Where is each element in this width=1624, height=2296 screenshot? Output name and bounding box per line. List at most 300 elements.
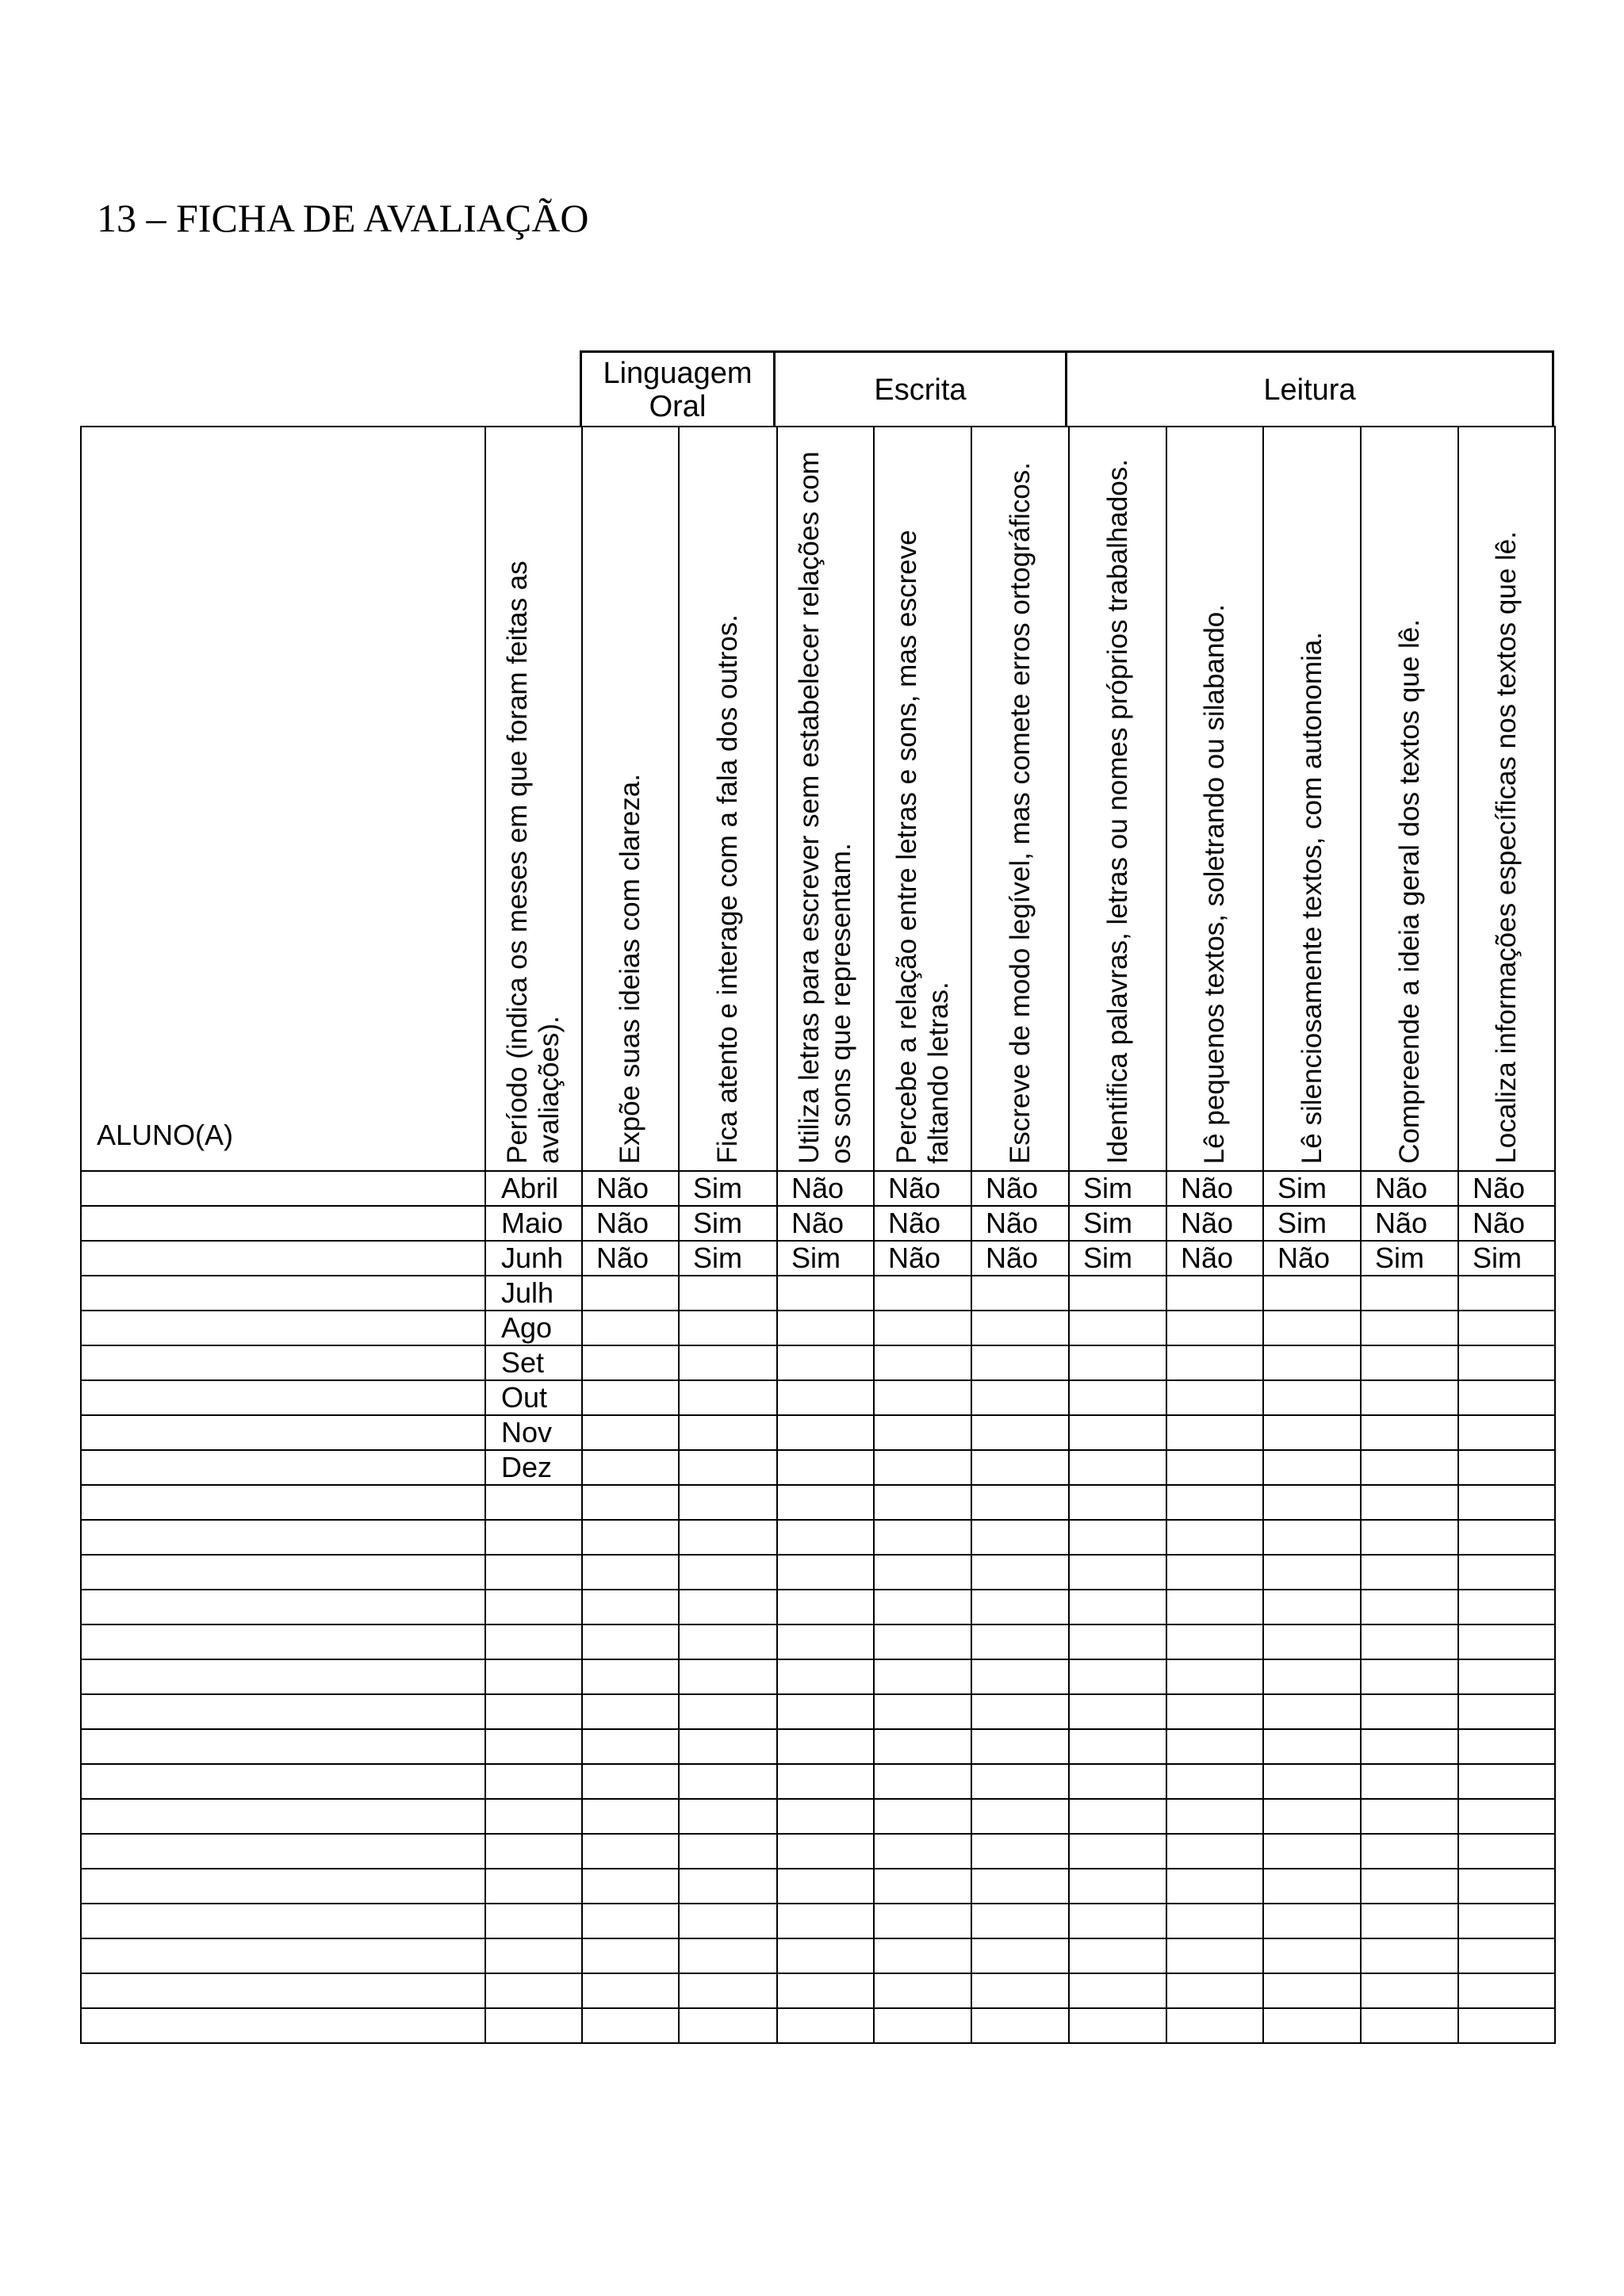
criterion-2-cell[interactable] — [679, 1973, 777, 2008]
criterion-1-cell[interactable] — [582, 1834, 679, 1869]
criterion-8-cell[interactable] — [1263, 1938, 1361, 1973]
criterion-1-cell[interactable] — [582, 1590, 679, 1624]
criterion-1-cell[interactable] — [582, 1869, 679, 1904]
criterion-4-cell[interactable]: Não — [874, 1241, 971, 1276]
criterion-2-cell[interactable] — [679, 1694, 777, 1729]
criterion-5-cell[interactable]: Não — [971, 1241, 1069, 1276]
criterion-3-cell[interactable]: Não — [777, 1171, 874, 1206]
criterion-1-cell[interactable] — [582, 1659, 679, 1694]
criterion-7-cell[interactable] — [1166, 1276, 1263, 1311]
criterion-4-cell[interactable] — [874, 1834, 971, 1869]
criterion-7-cell[interactable] — [1166, 1834, 1263, 1869]
criterion-5-cell[interactable] — [971, 2008, 1069, 2043]
criterion-10-cell[interactable] — [1458, 1276, 1555, 1311]
criterion-9-cell[interactable] — [1361, 1276, 1458, 1311]
criterion-5-cell[interactable] — [971, 1555, 1069, 1590]
criterion-1-cell[interactable]: Não — [582, 1206, 679, 1241]
criterion-10-cell[interactable]: Não — [1458, 1171, 1555, 1206]
criterion-1-cell[interactable] — [582, 1415, 679, 1450]
criterion-4-cell[interactable] — [874, 1555, 971, 1590]
criterion-6-cell[interactable] — [1069, 1834, 1166, 1869]
criterion-3-cell[interactable] — [777, 1659, 874, 1694]
month-cell[interactable] — [485, 1659, 582, 1694]
criterion-6-cell[interactable] — [1069, 1694, 1166, 1729]
criterion-5-cell[interactable] — [971, 1485, 1069, 1520]
criterion-2-cell[interactable] — [679, 1520, 777, 1555]
criterion-1-cell[interactable] — [582, 1555, 679, 1590]
criterion-8-cell[interactable] — [1263, 2008, 1361, 2043]
criterion-3-cell[interactable] — [777, 1869, 874, 1904]
criterion-7-cell[interactable] — [1166, 1799, 1263, 1834]
criterion-3-cell[interactable] — [777, 1485, 874, 1520]
month-cell[interactable]: Dez — [485, 1450, 582, 1485]
criterion-5-cell[interactable] — [971, 1450, 1069, 1485]
criterion-2-cell[interactable] — [679, 1624, 777, 1659]
criterion-6-cell[interactable] — [1069, 1450, 1166, 1485]
aluno-cell[interactable] — [81, 1485, 485, 1520]
criterion-3-cell[interactable]: Não — [777, 1206, 874, 1241]
criterion-2-cell[interactable] — [679, 1659, 777, 1694]
criterion-1-cell[interactable] — [582, 1276, 679, 1311]
criterion-4-cell[interactable] — [874, 1345, 971, 1380]
criterion-5-cell[interactable] — [971, 1345, 1069, 1380]
criterion-5-cell[interactable] — [971, 1520, 1069, 1555]
criterion-3-cell[interactable] — [777, 1764, 874, 1799]
criterion-9-cell[interactable] — [1361, 1869, 1458, 1904]
criterion-4-cell[interactable] — [874, 2008, 971, 2043]
criterion-2-cell[interactable] — [679, 1938, 777, 1973]
criterion-10-cell[interactable] — [1458, 1345, 1555, 1380]
criterion-8-cell[interactable] — [1263, 1973, 1361, 2008]
criterion-5-cell[interactable] — [971, 1729, 1069, 1764]
criterion-2-cell[interactable] — [679, 1799, 777, 1834]
criterion-1-cell[interactable] — [582, 1624, 679, 1659]
criterion-9-cell[interactable] — [1361, 1555, 1458, 1590]
criterion-4-cell[interactable] — [874, 1904, 971, 1938]
aluno-cell[interactable] — [81, 1171, 485, 1206]
criterion-2-cell[interactable] — [679, 1450, 777, 1485]
criterion-2-cell[interactable]: Sim — [679, 1171, 777, 1206]
criterion-5-cell[interactable] — [971, 1904, 1069, 1938]
criterion-6-cell[interactable] — [1069, 1659, 1166, 1694]
criterion-4-cell[interactable] — [874, 1694, 971, 1729]
criterion-10-cell[interactable] — [1458, 1485, 1555, 1520]
criterion-5-cell[interactable]: Não — [971, 1206, 1069, 1241]
month-cell[interactable]: Abril — [485, 1171, 582, 1206]
criterion-10-cell[interactable]: Sim — [1458, 1241, 1555, 1276]
criterion-10-cell[interactable] — [1458, 1555, 1555, 1590]
month-cell[interactable]: Ago — [485, 1311, 582, 1345]
criterion-2-cell[interactable]: Sim — [679, 1206, 777, 1241]
aluno-cell[interactable] — [81, 1834, 485, 1869]
month-cell[interactable]: Out — [485, 1380, 582, 1415]
criterion-6-cell[interactable]: Sim — [1069, 1171, 1166, 1206]
month-cell[interactable] — [485, 1590, 582, 1624]
criterion-1-cell[interactable] — [582, 1973, 679, 2008]
criterion-3-cell[interactable] — [777, 1834, 874, 1869]
criterion-4-cell[interactable] — [874, 1764, 971, 1799]
criterion-7-cell[interactable] — [1166, 2008, 1263, 2043]
criterion-6-cell[interactable]: Sim — [1069, 1241, 1166, 1276]
criterion-6-cell[interactable] — [1069, 1276, 1166, 1311]
month-cell[interactable] — [485, 1694, 582, 1729]
criterion-1-cell[interactable] — [582, 1938, 679, 1973]
criterion-10-cell[interactable] — [1458, 1834, 1555, 1869]
criterion-7-cell[interactable] — [1166, 1764, 1263, 1799]
criterion-3-cell[interactable] — [777, 1555, 874, 1590]
criterion-2-cell[interactable] — [679, 1311, 777, 1345]
criterion-5-cell[interactable] — [971, 1764, 1069, 1799]
criterion-2-cell[interactable] — [679, 1485, 777, 1520]
criterion-6-cell[interactable] — [1069, 1380, 1166, 1415]
criterion-9-cell[interactable]: Não — [1361, 1206, 1458, 1241]
criterion-10-cell[interactable] — [1458, 2008, 1555, 2043]
criterion-10-cell[interactable] — [1458, 1450, 1555, 1485]
criterion-5-cell[interactable] — [971, 1938, 1069, 1973]
criterion-3-cell[interactable] — [777, 1380, 874, 1415]
criterion-7-cell[interactable] — [1166, 1590, 1263, 1624]
criterion-4-cell[interactable] — [874, 1799, 971, 1834]
criterion-2-cell[interactable] — [679, 1380, 777, 1415]
month-cell[interactable]: Junh — [485, 1241, 582, 1276]
criterion-3-cell[interactable] — [777, 1345, 874, 1380]
criterion-6-cell[interactable] — [1069, 1590, 1166, 1624]
criterion-1-cell[interactable] — [582, 2008, 679, 2043]
criterion-9-cell[interactable] — [1361, 1415, 1458, 1450]
criterion-9-cell[interactable] — [1361, 1590, 1458, 1624]
criterion-7-cell[interactable]: Não — [1166, 1206, 1263, 1241]
criterion-5-cell[interactable] — [971, 1624, 1069, 1659]
criterion-8-cell[interactable] — [1263, 1555, 1361, 1590]
criterion-10-cell[interactable] — [1458, 1904, 1555, 1938]
criterion-3-cell[interactable] — [777, 1729, 874, 1764]
criterion-6-cell[interactable] — [1069, 1799, 1166, 1834]
criterion-9-cell[interactable] — [1361, 1450, 1458, 1485]
criterion-8-cell[interactable] — [1263, 1450, 1361, 1485]
criterion-8-cell[interactable] — [1263, 1659, 1361, 1694]
criterion-10-cell[interactable] — [1458, 1938, 1555, 1973]
criterion-5-cell[interactable] — [971, 1973, 1069, 2008]
criterion-6-cell[interactable] — [1069, 1938, 1166, 1973]
criterion-4-cell[interactable] — [874, 1311, 971, 1345]
criterion-6-cell[interactable] — [1069, 1311, 1166, 1345]
aluno-cell[interactable] — [81, 1555, 485, 1590]
aluno-cell[interactable] — [81, 1311, 485, 1345]
criterion-5-cell[interactable] — [971, 1869, 1069, 1904]
criterion-10-cell[interactable] — [1458, 1415, 1555, 1450]
criterion-1-cell[interactable] — [582, 1764, 679, 1799]
criterion-8-cell[interactable] — [1263, 1415, 1361, 1450]
month-cell[interactable] — [485, 1555, 582, 1590]
criterion-6-cell[interactable] — [1069, 1415, 1166, 1450]
criterion-7-cell[interactable] — [1166, 1869, 1263, 1904]
month-cell[interactable] — [485, 1869, 582, 1904]
criterion-9-cell[interactable] — [1361, 1311, 1458, 1345]
criterion-9-cell[interactable] — [1361, 1659, 1458, 1694]
criterion-4-cell[interactable] — [874, 1869, 971, 1904]
criterion-7-cell[interactable] — [1166, 1345, 1263, 1380]
criterion-4-cell[interactable] — [874, 1590, 971, 1624]
criterion-10-cell[interactable] — [1458, 1694, 1555, 1729]
criterion-6-cell[interactable]: Sim — [1069, 1206, 1166, 1241]
criterion-7-cell[interactable]: Não — [1166, 1241, 1263, 1276]
month-cell[interactable] — [485, 1729, 582, 1764]
criterion-1-cell[interactable]: Não — [582, 1241, 679, 1276]
criterion-8-cell[interactable] — [1263, 1380, 1361, 1415]
criterion-8-cell[interactable] — [1263, 1764, 1361, 1799]
criterion-8-cell[interactable] — [1263, 1869, 1361, 1904]
aluno-cell[interactable] — [81, 1624, 485, 1659]
month-cell[interactable] — [485, 2008, 582, 2043]
criterion-1-cell[interactable]: Não — [582, 1171, 679, 1206]
criterion-3-cell[interactable] — [777, 1415, 874, 1450]
month-cell[interactable] — [485, 1520, 582, 1555]
criterion-8-cell[interactable]: Não — [1263, 1241, 1361, 1276]
aluno-cell[interactable] — [81, 1764, 485, 1799]
criterion-3-cell[interactable] — [777, 1938, 874, 1973]
criterion-2-cell[interactable] — [679, 1590, 777, 1624]
criterion-9-cell[interactable] — [1361, 2008, 1458, 2043]
criterion-9-cell[interactable]: Não — [1361, 1171, 1458, 1206]
criterion-2-cell[interactable] — [679, 1415, 777, 1450]
criterion-9-cell[interactable] — [1361, 1694, 1458, 1729]
criterion-9-cell[interactable] — [1361, 1624, 1458, 1659]
criterion-7-cell[interactable] — [1166, 1904, 1263, 1938]
criterion-9-cell[interactable] — [1361, 1380, 1458, 1415]
criterion-6-cell[interactable] — [1069, 1345, 1166, 1380]
criterion-1-cell[interactable] — [582, 1799, 679, 1834]
criterion-7-cell[interactable] — [1166, 1311, 1263, 1345]
criterion-4-cell[interactable] — [874, 1415, 971, 1450]
aluno-cell[interactable] — [81, 1241, 485, 1276]
aluno-cell[interactable] — [81, 1694, 485, 1729]
criterion-9-cell[interactable]: Sim — [1361, 1241, 1458, 1276]
criterion-1-cell[interactable] — [582, 1485, 679, 1520]
aluno-cell[interactable] — [81, 1450, 485, 1485]
criterion-10-cell[interactable] — [1458, 1380, 1555, 1415]
criterion-7-cell[interactable]: Não — [1166, 1171, 1263, 1206]
criterion-1-cell[interactable] — [582, 1450, 679, 1485]
criterion-9-cell[interactable] — [1361, 1485, 1458, 1520]
criterion-4-cell[interactable] — [874, 1380, 971, 1415]
criterion-10-cell[interactable] — [1458, 1764, 1555, 1799]
criterion-9-cell[interactable] — [1361, 1973, 1458, 2008]
criterion-10-cell[interactable] — [1458, 1520, 1555, 1555]
criterion-3-cell[interactable] — [777, 1904, 874, 1938]
criterion-10-cell[interactable]: Não — [1458, 1206, 1555, 1241]
criterion-9-cell[interactable] — [1361, 1764, 1458, 1799]
criterion-2-cell[interactable] — [679, 1276, 777, 1311]
aluno-cell[interactable] — [81, 1206, 485, 1241]
aluno-cell[interactable] — [81, 1938, 485, 1973]
criterion-3-cell[interactable] — [777, 2008, 874, 2043]
criterion-8-cell[interactable] — [1263, 1799, 1361, 1834]
criterion-6-cell[interactable] — [1069, 1764, 1166, 1799]
criterion-10-cell[interactable] — [1458, 1973, 1555, 2008]
criterion-5-cell[interactable] — [971, 1834, 1069, 1869]
aluno-cell[interactable] — [81, 1520, 485, 1555]
aluno-cell[interactable] — [81, 1415, 485, 1450]
criterion-8-cell[interactable] — [1263, 1729, 1361, 1764]
month-cell[interactable]: Nov — [485, 1415, 582, 1450]
criterion-6-cell[interactable] — [1069, 2008, 1166, 2043]
criterion-10-cell[interactable] — [1458, 1799, 1555, 1834]
criterion-4-cell[interactable] — [874, 1659, 971, 1694]
criterion-6-cell[interactable] — [1069, 1485, 1166, 1520]
month-cell[interactable] — [485, 1624, 582, 1659]
criterion-8-cell[interactable] — [1263, 1311, 1361, 1345]
month-cell[interactable] — [485, 1799, 582, 1834]
month-cell[interactable]: Julh — [485, 1276, 582, 1311]
criterion-5-cell[interactable] — [971, 1415, 1069, 1450]
aluno-cell[interactable] — [81, 1729, 485, 1764]
criterion-10-cell[interactable] — [1458, 1311, 1555, 1345]
criterion-7-cell[interactable] — [1166, 1555, 1263, 1590]
criterion-8-cell[interactable] — [1263, 1276, 1361, 1311]
month-cell[interactable] — [485, 1904, 582, 1938]
criterion-1-cell[interactable] — [582, 1520, 679, 1555]
criterion-7-cell[interactable] — [1166, 1415, 1263, 1450]
aluno-cell[interactable] — [81, 1799, 485, 1834]
criterion-10-cell[interactable] — [1458, 1624, 1555, 1659]
criterion-10-cell[interactable] — [1458, 1590, 1555, 1624]
criterion-2-cell[interactable] — [679, 1729, 777, 1764]
criterion-3-cell[interactable] — [777, 1799, 874, 1834]
criterion-3-cell[interactable] — [777, 1520, 874, 1555]
criterion-9-cell[interactable] — [1361, 1729, 1458, 1764]
aluno-cell[interactable] — [81, 1869, 485, 1904]
criterion-7-cell[interactable] — [1166, 1659, 1263, 1694]
month-cell[interactable] — [485, 1973, 582, 2008]
criterion-5-cell[interactable] — [971, 1311, 1069, 1345]
criterion-6-cell[interactable] — [1069, 1904, 1166, 1938]
criterion-7-cell[interactable] — [1166, 1624, 1263, 1659]
aluno-cell[interactable] — [81, 1276, 485, 1311]
month-cell[interactable]: Set — [485, 1345, 582, 1380]
criterion-4-cell[interactable] — [874, 1938, 971, 1973]
criterion-8-cell[interactable] — [1263, 1345, 1361, 1380]
criterion-8-cell[interactable] — [1263, 1624, 1361, 1659]
criterion-9-cell[interactable] — [1361, 1520, 1458, 1555]
criterion-9-cell[interactable] — [1361, 1904, 1458, 1938]
criterion-8-cell[interactable]: Sim — [1263, 1206, 1361, 1241]
criterion-9-cell[interactable] — [1361, 1834, 1458, 1869]
criterion-8-cell[interactable] — [1263, 1904, 1361, 1938]
criterion-2-cell[interactable]: Sim — [679, 1241, 777, 1276]
criterion-9-cell[interactable] — [1361, 1799, 1458, 1834]
aluno-cell[interactable] — [81, 1345, 485, 1380]
criterion-1-cell[interactable] — [582, 1729, 679, 1764]
month-cell[interactable] — [485, 1764, 582, 1799]
criterion-4-cell[interactable] — [874, 1450, 971, 1485]
criterion-2-cell[interactable] — [679, 1764, 777, 1799]
criterion-8-cell[interactable] — [1263, 1590, 1361, 1624]
criterion-7-cell[interactable] — [1166, 1380, 1263, 1415]
criterion-5-cell[interactable] — [971, 1276, 1069, 1311]
criterion-4-cell[interactable]: Não — [874, 1206, 971, 1241]
criterion-3-cell[interactable] — [777, 1450, 874, 1485]
criterion-3-cell[interactable] — [777, 1694, 874, 1729]
criterion-4-cell[interactable] — [874, 1276, 971, 1311]
criterion-6-cell[interactable] — [1069, 1729, 1166, 1764]
criterion-4-cell[interactable] — [874, 1973, 971, 2008]
month-cell[interactable] — [485, 1834, 582, 1869]
criterion-5-cell[interactable] — [971, 1590, 1069, 1624]
criterion-1-cell[interactable] — [582, 1904, 679, 1938]
criterion-7-cell[interactable] — [1166, 1729, 1263, 1764]
criterion-6-cell[interactable] — [1069, 1973, 1166, 2008]
criterion-4-cell[interactable]: Não — [874, 1171, 971, 1206]
aluno-cell[interactable] — [81, 1973, 485, 2008]
criterion-5-cell[interactable]: Não — [971, 1171, 1069, 1206]
month-cell[interactable] — [485, 1938, 582, 1973]
criterion-7-cell[interactable] — [1166, 1694, 1263, 1729]
criterion-6-cell[interactable] — [1069, 1555, 1166, 1590]
criterion-2-cell[interactable] — [679, 1834, 777, 1869]
month-cell[interactable]: Maio — [485, 1206, 582, 1241]
criterion-8-cell[interactable] — [1263, 1694, 1361, 1729]
criterion-1-cell[interactable] — [582, 1311, 679, 1345]
criterion-2-cell[interactable] — [679, 1904, 777, 1938]
criterion-9-cell[interactable] — [1361, 1938, 1458, 1973]
criterion-2-cell[interactable] — [679, 1555, 777, 1590]
criterion-7-cell[interactable] — [1166, 1450, 1263, 1485]
aluno-cell[interactable] — [81, 1659, 485, 1694]
criterion-3-cell[interactable] — [777, 1590, 874, 1624]
criterion-3-cell[interactable] — [777, 1276, 874, 1311]
criterion-2-cell[interactable] — [679, 1345, 777, 1380]
criterion-4-cell[interactable] — [874, 1520, 971, 1555]
criterion-3-cell[interactable]: Sim — [777, 1241, 874, 1276]
criterion-6-cell[interactable] — [1069, 1520, 1166, 1555]
criterion-1-cell[interactable] — [582, 1345, 679, 1380]
criterion-4-cell[interactable] — [874, 1485, 971, 1520]
criterion-1-cell[interactable] — [582, 1380, 679, 1415]
criterion-6-cell[interactable] — [1069, 1624, 1166, 1659]
criterion-8-cell[interactable] — [1263, 1485, 1361, 1520]
criterion-4-cell[interactable] — [874, 1624, 971, 1659]
criterion-5-cell[interactable] — [971, 1799, 1069, 1834]
criterion-2-cell[interactable] — [679, 2008, 777, 2043]
criterion-3-cell[interactable] — [777, 1624, 874, 1659]
month-cell[interactable] — [485, 1485, 582, 1520]
criterion-9-cell[interactable] — [1361, 1345, 1458, 1380]
criterion-7-cell[interactable] — [1166, 1520, 1263, 1555]
criterion-10-cell[interactable] — [1458, 1659, 1555, 1694]
criterion-8-cell[interactable]: Sim — [1263, 1171, 1361, 1206]
criterion-8-cell[interactable] — [1263, 1834, 1361, 1869]
criterion-3-cell[interactable] — [777, 1311, 874, 1345]
criterion-7-cell[interactable] — [1166, 1485, 1263, 1520]
criterion-10-cell[interactable] — [1458, 1869, 1555, 1904]
criterion-7-cell[interactable] — [1166, 1973, 1263, 2008]
criterion-4-cell[interactable] — [874, 1729, 971, 1764]
criterion-3-cell[interactable] — [777, 1973, 874, 2008]
criterion-8-cell[interactable] — [1263, 1520, 1361, 1555]
criterion-10-cell[interactable] — [1458, 1729, 1555, 1764]
criterion-2-cell[interactable] — [679, 1869, 777, 1904]
aluno-cell[interactable] — [81, 1380, 485, 1415]
aluno-cell[interactable] — [81, 2008, 485, 2043]
criterion-6-cell[interactable] — [1069, 1869, 1166, 1904]
criterion-5-cell[interactable] — [971, 1694, 1069, 1729]
aluno-cell[interactable] — [81, 1904, 485, 1938]
aluno-cell[interactable] — [81, 1590, 485, 1624]
criterion-5-cell[interactable] — [971, 1380, 1069, 1415]
criterion-7-cell[interactable] — [1166, 1938, 1263, 1973]
criterion-5-cell[interactable] — [971, 1659, 1069, 1694]
criterion-1-cell[interactable] — [582, 1694, 679, 1729]
